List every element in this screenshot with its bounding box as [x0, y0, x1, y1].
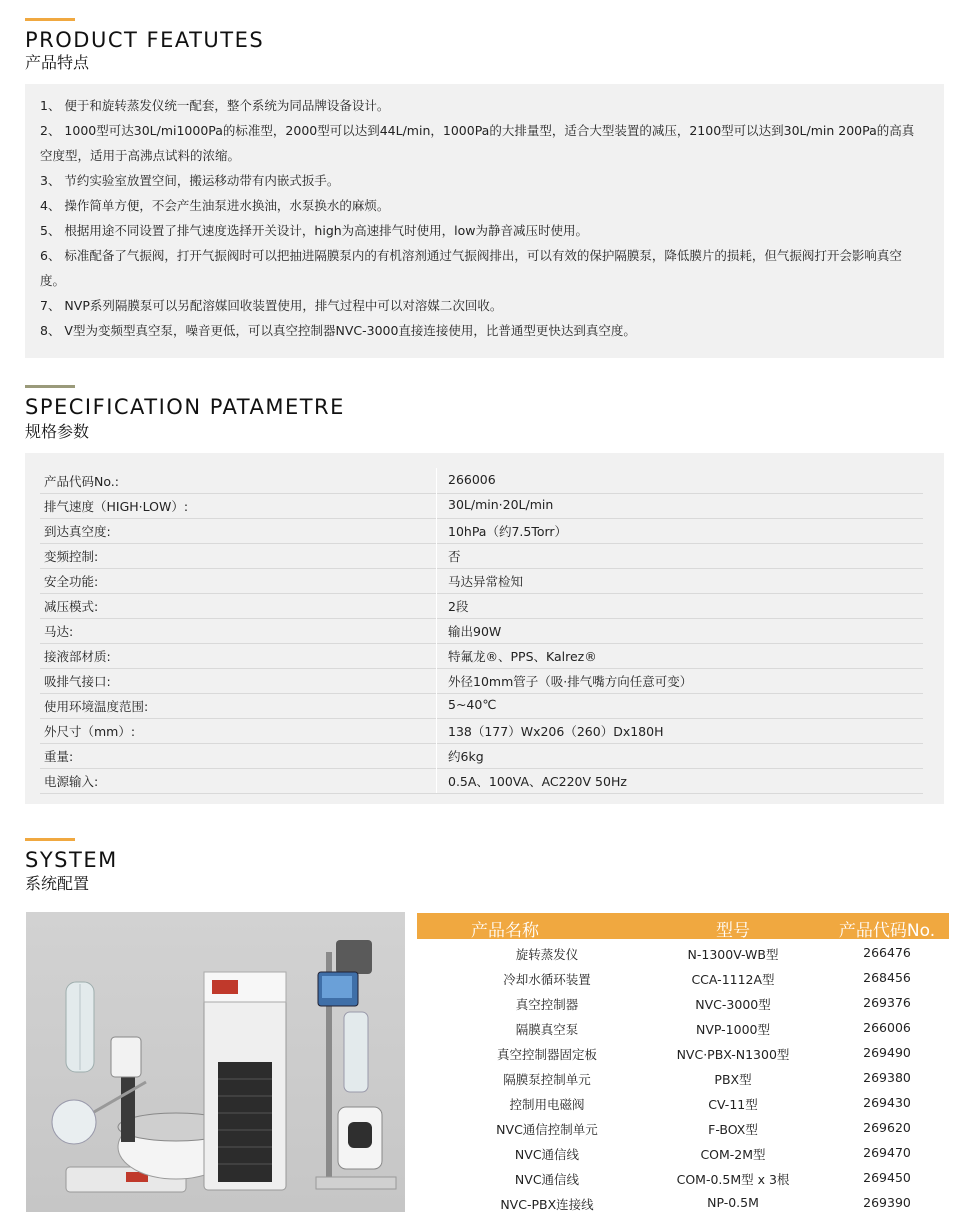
header-product-code: 产品代码No. — [838, 921, 936, 941]
table-row — [417, 1116, 949, 1141]
model-cell: COM-2M型 — [700, 1147, 766, 1162]
spec-label: 排气速度（HIGH·LOW）: — [44, 499, 189, 514]
table-row — [417, 1191, 949, 1216]
spec-title-en: SPECIFICATION PATAMETRE — [25, 395, 345, 419]
model-cell: NVP-1000型 — [696, 1022, 770, 1037]
spec-column-divider — [436, 693, 437, 718]
spec-value: 30L/min·20L/min — [448, 497, 554, 512]
product-name-cell: 真空控制器固定板 — [496, 1047, 598, 1062]
table-row — [417, 1141, 949, 1166]
spec-label: 电源输入: — [44, 774, 99, 789]
product-name-cell: 真空控制器 — [515, 997, 579, 1012]
feature-item: 2、 1000型可达30L/mi1000Pa的标准型，2000型可以达到44L/min，1000Pa的大排量型，适合大型装置的减压，2100型可以达到30L/min 200Pa的高真空度型，适用于高沸点试料的浓缩。 — [40, 123, 915, 163]
spec-row — [40, 743, 923, 769]
product-name-cell: 冷却水循环装置 — [503, 972, 591, 987]
product-code-cell: 269470 — [863, 1145, 911, 1160]
spec-row — [40, 693, 923, 719]
product-name-cell: 旋转蒸发仪 — [515, 947, 579, 962]
spec-row — [40, 543, 923, 569]
spec-column-divider — [436, 768, 437, 793]
spec-table — [25, 453, 944, 804]
spec-value: 马达异常检知 — [448, 574, 524, 589]
product-name-cell: 隔膜泵控制单元 — [503, 1072, 591, 1087]
spec-column-divider — [436, 518, 437, 543]
spec-value: 10hPa（约7.5Torr） — [448, 524, 568, 539]
product-code-cell: 269620 — [863, 1120, 911, 1135]
product-code-cell: 266476 — [863, 945, 911, 960]
product-code-cell: 269380 — [863, 1070, 911, 1085]
spec-label: 变频控制: — [44, 549, 99, 564]
chiller-graphic — [204, 972, 286, 1190]
product-name-cell: NVC通信线 — [514, 1147, 580, 1162]
spec-row — [40, 568, 923, 594]
system-table-header — [417, 913, 949, 939]
feature-item: 3、 节约实验室放置空间，搬运移动带有内嵌式扳手。 — [40, 173, 340, 188]
model-cell: NVC·PBX-N1300型 — [676, 1047, 790, 1062]
spec-label: 吸排气接口: — [44, 674, 111, 689]
table-row — [417, 991, 949, 1016]
product-name-cell: 隔膜真空泵 — [515, 1022, 579, 1037]
spec-value: 138（177）Wx206（260）Dx180H — [448, 724, 664, 739]
system-title-en: SYSTEM — [25, 848, 118, 872]
spec-label: 到达真空度: — [44, 524, 111, 539]
spec-label: 安全功能: — [44, 574, 99, 589]
system-product-photo — [26, 912, 405, 1212]
features-title-zh: 产品特点 — [25, 53, 90, 72]
model-cell: COM-0.5M型 x 3根 — [676, 1172, 790, 1187]
spec-label: 减压模式: — [44, 599, 99, 614]
spec-label: 马达: — [44, 624, 74, 639]
spec-column-divider — [436, 468, 437, 493]
equipment-illustration — [26, 912, 405, 1212]
features-title-en: PRODUCT FEATUTES — [25, 28, 265, 52]
spec-value: 5~40℃ — [448, 697, 497, 712]
spec-column-divider — [436, 593, 437, 618]
table-row — [417, 1066, 949, 1091]
table-row — [417, 1166, 949, 1191]
section-accent-bar — [25, 385, 75, 388]
spec-column-divider — [436, 618, 437, 643]
spec-column-divider — [436, 643, 437, 668]
spec-row — [40, 718, 923, 744]
spec-row — [40, 468, 923, 494]
features-panel — [25, 84, 944, 358]
spec-value: 266006 — [448, 472, 496, 487]
feature-item: 1、 便于和旋转蒸发仪统一配套，整个系统为同品牌设备设计。 — [40, 98, 390, 113]
product-name-cell: NVC通信控制单元 — [496, 1122, 598, 1137]
spec-row — [40, 493, 923, 519]
model-cell: CV-11型 — [708, 1097, 758, 1112]
spec-title-zh: 规格参数 — [25, 422, 90, 441]
feature-item: 7、 NVP系列隔膜泵可以另配溶媒回收装置使用，排气过程中可以对溶媒二次回收。 — [40, 298, 503, 313]
spec-value: 外径10mm管子（吸·排气嘴方向任意可变） — [448, 674, 693, 689]
spec-label: 使用环境温度范围: — [44, 699, 149, 714]
spec-value: 2段 — [448, 599, 469, 614]
spec-column-divider — [436, 543, 437, 568]
system-title-zh: 系统配置 — [25, 874, 90, 893]
table-row — [417, 941, 949, 966]
spec-column-divider — [436, 743, 437, 768]
model-cell: F-BOX型 — [708, 1122, 758, 1137]
vacuum-system-graphic — [316, 940, 396, 1189]
product-name-cell: NVC-PBX连接线 — [500, 1197, 594, 1212]
product-name-cell: NVC通信线 — [514, 1172, 580, 1187]
spec-row — [40, 668, 923, 694]
feature-item: 5、 根据用途不同设置了排气速度选择开关设计，high为高速排气时使用，low为静音减压时使用。 — [40, 223, 589, 238]
model-cell: N-1300V-WB型 — [687, 947, 779, 962]
table-row — [417, 1041, 949, 1066]
model-cell: PBX型 — [714, 1072, 752, 1087]
spec-row — [40, 518, 923, 544]
spec-column-divider — [436, 668, 437, 693]
product-code-cell: 269430 — [863, 1095, 911, 1110]
model-cell: CCA-1112A型 — [691, 972, 775, 987]
spec-label: 产品代码No.: — [44, 474, 119, 489]
spec-column-divider — [436, 568, 437, 593]
spec-row — [40, 768, 923, 794]
model-cell: NP-0.5M — [707, 1195, 759, 1210]
spec-value: 约6kg — [448, 749, 484, 764]
feature-item: 4、 操作简单方便，不会产生油泵进水换油，水泵换水的麻烦。 — [40, 198, 390, 213]
product-code-cell: 268456 — [863, 970, 911, 985]
feature-item: 6、 标准配备了气振阀，打开气振阀时可以把抽进隔膜泵内的有机溶剂通过气振阀排出，可以有效的保护隔膜泵，降低膜片的损耗，但气振阀打开会影响真空度。 — [40, 248, 902, 288]
header-product-name: 产品名称 — [471, 921, 539, 941]
product-code-cell: 269450 — [863, 1170, 911, 1185]
section-accent-bar — [25, 18, 75, 21]
spec-value: 否 — [448, 549, 461, 564]
product-code-cell: 266006 — [863, 1020, 911, 1035]
spec-label: 接液部材质: — [44, 649, 111, 664]
section-accent-bar — [25, 838, 75, 841]
spec-row — [40, 643, 923, 669]
spec-value: 输出90W — [448, 624, 502, 639]
table-row — [417, 966, 949, 991]
table-row — [417, 1016, 949, 1041]
spec-column-divider — [436, 493, 437, 518]
feature-item: 8、 V型为变频型真空泵，噪音更低，可以真空控制器NVC-3000直接连接使用，比普通型更快达到真空度。 — [40, 323, 636, 338]
spec-row — [40, 593, 923, 619]
product-code-cell: 269376 — [863, 995, 911, 1010]
spec-value: 0.5A、100VA、AC220V 50Hz — [448, 774, 627, 789]
spec-label: 重量: — [44, 749, 74, 764]
product-code-cell: 269390 — [863, 1195, 911, 1210]
spec-row — [40, 618, 923, 644]
header-model: 型号 — [716, 921, 750, 941]
spec-column-divider — [436, 718, 437, 743]
product-name-cell: 控制用电磁阀 — [509, 1097, 585, 1112]
model-cell: NVC-3000型 — [695, 997, 771, 1012]
product-code-cell: 269490 — [863, 1045, 911, 1060]
table-row — [417, 1091, 949, 1116]
spec-label: 外尺寸（mm）: — [44, 724, 136, 739]
spec-value: 特氟龙®、PPS、Kalrez® — [448, 649, 597, 664]
